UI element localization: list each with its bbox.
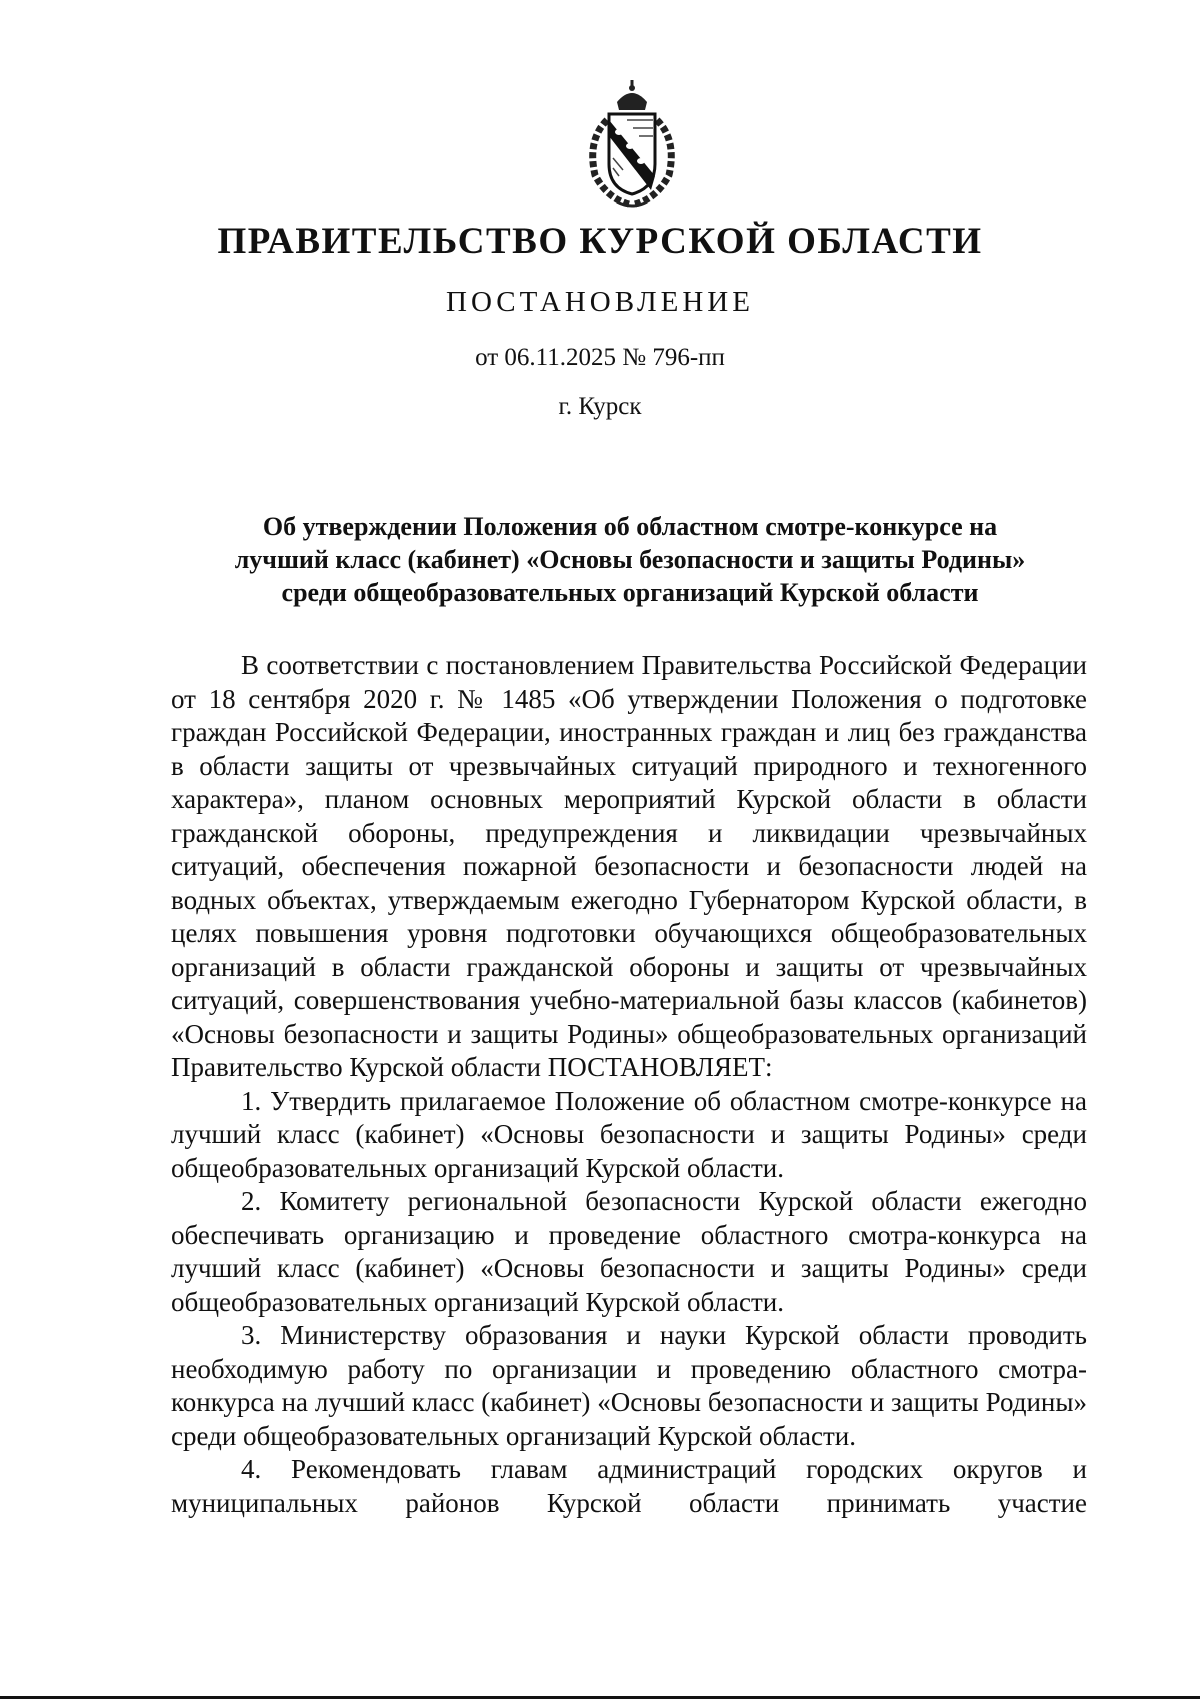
title-line: среди общеобразовательных организаций Курской области: [281, 578, 979, 607]
resolution-item-4: 4. Рекомендовать главам администраций городских округов и муниципальных районов Курской области принимать участие: [171, 1454, 1087, 1518]
document-type: ПОСТАНОВЛЕНИЕ: [446, 286, 754, 318]
document-city: г. Курск: [558, 393, 642, 420]
preamble-paragraph: В соответствии с постановлением Правительства Российской Федерации от 18 сентября 2020 г. № 1485 «Об утверждении Положения о подготовке граждан Российской Федерации, иностранных граждан и лиц без гражданства в области защиты от чрезвычайных ситуаций природного и техногенного характера», планом основных мероприятий Курской области в области гражданской обороны, предупреждения и ликвидации чрезвычайных ситуаций, обеспечения пожарной безопасности и безопасности людей на водных объектах, утверждаемым ежегодно Губернатором Курской области, в целях повышения уровня подготовки обучающихся общеобразовательных организаций в области гражданской обороны и защиты от чрезвычайных ситуаций, совершенствования учебно-материальной базы классов (кабинетов) «Основы безопасности и защиты Родины» общеобразовательных организаций Правительство Курской области ПОСТАНОВЛЯЕТ:: [171, 650, 1087, 1082]
resolution-item-3: 3. Министерству образования и науки Курской области проводить необходимую работу по организации и проведению областного смотра-конкурса на лучший класс (кабинет) «Основы безопасности и защиты Родины» среди общеобразовательных организаций Курской области.: [171, 1320, 1087, 1451]
organization-name: ПРАВИТЕЛЬСТВО КУРСКОЙ ОБЛАСТИ: [217, 221, 983, 262]
document-body: [171, 649, 1087, 1520]
title-line: Об утверждении Положения об областном смотре-конкурсе на: [262, 512, 998, 541]
page-bottom-border: [0, 1696, 1200, 1699]
document-title: [170, 510, 1090, 609]
title-line: лучший класс (кабинет) «Основы безопасности и защиты Родины»: [234, 545, 1026, 574]
document-date-number: от 06.11.2025 № 796-пп: [475, 344, 725, 371]
resolution-item-2: 2. Комитету региональной безопасности Курской области ежегодно обеспечивать организацию и проведение областного смотра-конкурса на лучший класс (кабинет) «Основы безопасности и защиты Родины» среди общеобразовательных организаций Курской области.: [171, 1186, 1087, 1317]
kursk-coat-of-arms-icon: [567, 80, 697, 210]
resolution-item-1: 1. Утвердить прилагаемое Положение об областном смотре-конкурсе на лучший класс (кабинет) «Основы безопасности и защиты Родины» среди общеобразовательных организаций Курской области.: [171, 1085, 1087, 1183]
